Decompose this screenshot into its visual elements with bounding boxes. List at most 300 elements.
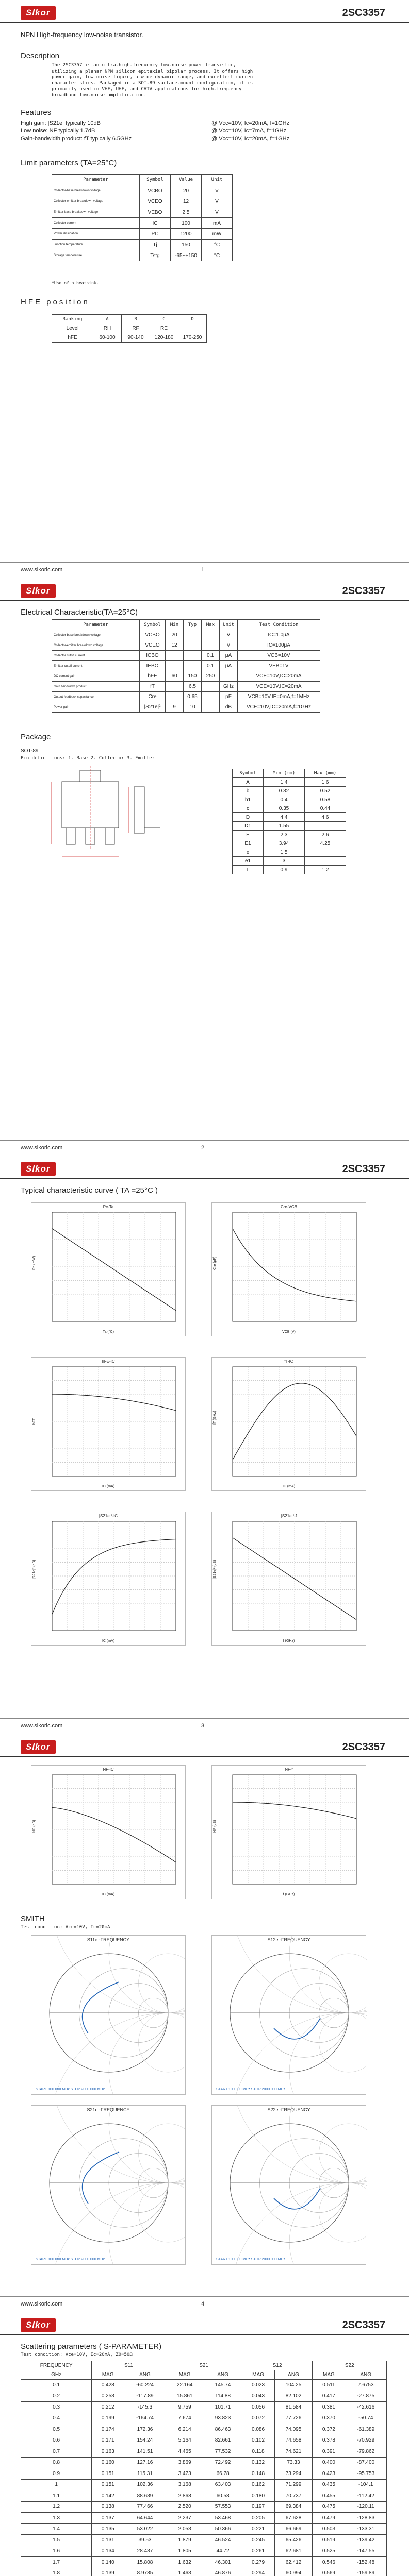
curve-panel xyxy=(31,1202,186,1336)
curve-plot xyxy=(31,1512,186,1646)
page-3 xyxy=(0,1156,409,1734)
table-cell: -128.83 xyxy=(345,2513,387,2524)
table-row xyxy=(52,640,320,651)
table-cell: VCBO xyxy=(140,185,171,196)
panel-title: Cre-VCB xyxy=(280,1205,297,1209)
table-cell: 114.88 xyxy=(204,2391,242,2402)
table-cell: 6.214 xyxy=(166,2424,204,2435)
table-cell: L xyxy=(233,866,264,874)
column-header: Parameter xyxy=(52,620,140,630)
table-cell: 0.118 xyxy=(242,2446,274,2458)
table-row xyxy=(52,207,233,218)
table-row xyxy=(233,787,346,795)
sub-header: MAG xyxy=(313,2370,345,2380)
table-cell: 0.525 xyxy=(313,2546,345,2557)
table-cell: Tstg xyxy=(140,250,171,261)
table-cell: -95.753 xyxy=(345,2468,387,2480)
table-cell: 0.391 xyxy=(313,2446,345,2458)
table-cell: °C xyxy=(202,250,233,261)
table-cell: 141.51 xyxy=(124,2446,166,2458)
table-cell xyxy=(305,857,346,866)
table-cell: 66.78 xyxy=(204,2468,242,2480)
table-cell: 71.299 xyxy=(274,2479,313,2490)
table-cell: D1 xyxy=(233,822,264,831)
table-cell: 0.253 xyxy=(92,2391,124,2402)
column-header: Min (mm) xyxy=(264,769,305,778)
table-row xyxy=(233,866,346,874)
smith-footer: START 100.000 MHz STOP 2000.000 MHz xyxy=(36,2258,105,2261)
table-cell: -152.48 xyxy=(345,2557,387,2568)
table-row xyxy=(233,831,346,839)
sub-header: ANG xyxy=(274,2370,313,2380)
table-row xyxy=(52,196,233,207)
column-header: Typ xyxy=(184,620,202,630)
table-cell: -70.929 xyxy=(345,2435,387,2446)
table-row xyxy=(21,2568,387,2576)
table-cell: 154.24 xyxy=(124,2435,166,2446)
table-cell: 1.8 xyxy=(21,2568,92,2576)
reactance-arc xyxy=(109,2106,186,2183)
table-cell: 0.132 xyxy=(242,2457,274,2468)
table-row xyxy=(52,702,320,713)
reactance-arc xyxy=(230,2183,367,2265)
table-cell: 1.632 xyxy=(166,2557,204,2568)
table-cell: V xyxy=(202,207,233,218)
table-cell: 0.503 xyxy=(313,2523,345,2535)
table-row xyxy=(233,848,346,857)
table-cell: 82.661 xyxy=(204,2435,242,2446)
table-cell: 0.1 xyxy=(21,2380,92,2391)
page-2 xyxy=(0,578,409,1156)
table-cell: 86.463 xyxy=(204,2424,242,2435)
table-cell: Gain bandwidth product xyxy=(52,682,140,692)
reactance-arc xyxy=(319,2183,367,2242)
table-cell: 74.095 xyxy=(274,2424,313,2435)
table-cell: -65~+150 xyxy=(171,250,202,261)
table-cell: 46.301 xyxy=(204,2557,242,2568)
panel-title: Pc-Ta xyxy=(103,1205,114,1209)
table-cell: 73.294 xyxy=(274,2468,313,2480)
table-cell: 77.532 xyxy=(204,2446,242,2458)
smith-footer: START 100.000 MHz STOP 2000.000 MHz xyxy=(36,2088,105,2091)
website-link[interactable]: www.slkoric.com xyxy=(21,2301,63,2307)
table-cell: V xyxy=(220,630,238,640)
table-cell: mW xyxy=(202,229,233,240)
curve-line xyxy=(233,1538,356,1620)
table-cell: 150 xyxy=(184,671,202,682)
table-cell xyxy=(184,661,202,671)
table-cell: 0.1 xyxy=(202,661,220,671)
group-header: FREQUENCY xyxy=(21,2361,92,2370)
table-cell: 0.148 xyxy=(242,2468,274,2480)
table-row xyxy=(21,2435,387,2446)
smith-chart xyxy=(212,2106,367,2265)
table-cell: hFE xyxy=(140,671,166,682)
table-cell: -61.389 xyxy=(345,2424,387,2435)
table-cell: 10 xyxy=(184,702,202,713)
website-link[interactable]: www.slkoric.com xyxy=(21,567,63,573)
table-cell: 74.621 xyxy=(274,2446,313,2458)
table-cell: 0.056 xyxy=(242,2402,274,2413)
description-heading: Description xyxy=(21,52,60,60)
feature-condition: @ Vcc=10V, Ic=20mA, f=1GHz xyxy=(211,135,290,142)
column-header: Ranking xyxy=(52,315,93,324)
reactance-arc xyxy=(230,2013,367,2095)
sub-header: GHz xyxy=(21,2370,92,2380)
table-row xyxy=(52,240,233,250)
column-header: Value xyxy=(171,175,202,185)
column-header: D xyxy=(178,315,207,324)
feature-label: High gain: |S21e| typically 10dB xyxy=(21,120,101,126)
table-cell: 1.55 xyxy=(264,822,305,831)
y-axis-label: NF (dB) xyxy=(213,1820,217,1833)
product-subtitle: NPN High-frequency low-noise transistor. xyxy=(21,31,143,39)
table-cell: 120-180 xyxy=(150,333,178,343)
table-cell xyxy=(202,682,220,692)
table-cell: 0.151 xyxy=(92,2479,124,2490)
smith-panel xyxy=(211,2105,366,2265)
table-cell: 1.5 xyxy=(264,848,305,857)
package-heading: Package xyxy=(21,733,51,741)
table-cell: Collector-emitter breakdown voltage xyxy=(52,196,140,207)
curve-panel xyxy=(31,1765,186,1899)
website-link[interactable]: www.slkoric.com xyxy=(21,1145,63,1151)
page-number: 3 xyxy=(201,1723,205,1729)
package-name: SOT-89 xyxy=(21,748,39,754)
table-cell xyxy=(184,651,202,661)
table-row xyxy=(21,2557,387,2568)
table-cell: V xyxy=(220,640,238,651)
description-line: characteristics. Packaged in a SOT-89 surface-mount configuration, it is xyxy=(52,80,253,86)
table-cell: 90-140 xyxy=(122,333,150,343)
smith-panel xyxy=(31,2105,186,2265)
smith-title: S12e -FREQUENCY xyxy=(267,1937,310,1942)
table-cell: Junction temperature xyxy=(52,240,140,250)
table-cell: 0.205 xyxy=(242,2513,274,2524)
x-axis-label: f (GHz) xyxy=(283,1893,295,1896)
table-cell: -104.1 xyxy=(345,2479,387,2490)
table-cell: -159.89 xyxy=(345,2568,387,2576)
table-cell: Collector cutoff current xyxy=(52,651,140,661)
table-cell: 0.35 xyxy=(264,804,305,813)
table-row xyxy=(21,2391,387,2402)
panel-title: hFE-IC xyxy=(102,1359,115,1364)
table-cell: 0.171 xyxy=(92,2435,124,2446)
table-cell: 20 xyxy=(166,630,184,640)
table-cell: 0.7 xyxy=(21,2446,92,2458)
table-cell: 20 xyxy=(171,185,202,196)
x-axis-label: IC (mA) xyxy=(102,1485,115,1488)
y-axis-label: Pc (mW) xyxy=(32,1256,36,1270)
table-cell: 69.384 xyxy=(274,2501,313,2513)
table-cell: VCEO xyxy=(140,196,171,207)
feature-condition: @ Vcc=10V, Ic=7mA, f=1GHz xyxy=(211,128,286,134)
smith-footer: START 100.000 MHz STOP 2000.000 MHz xyxy=(216,2258,285,2261)
table-cell: pF xyxy=(220,692,238,702)
table-cell: 101.71 xyxy=(204,2402,242,2413)
table-cell: mA xyxy=(202,218,233,229)
table-cell: μA xyxy=(220,661,238,671)
electrical-characteristics-table xyxy=(52,619,320,713)
table-cell: 77.466 xyxy=(124,2501,166,2513)
table-cell: Collector-base breakdown voltage xyxy=(52,630,140,640)
table-cell: 0.455 xyxy=(313,2490,345,2502)
table-cell: 66.669 xyxy=(274,2523,313,2535)
curve-line xyxy=(52,1229,176,1311)
panel-title: |S21e|²-f xyxy=(281,1514,297,1518)
sub-header: ANG xyxy=(345,2370,387,2380)
table-row xyxy=(52,333,207,343)
table-cell: -133.31 xyxy=(345,2523,387,2535)
table-cell: -87.400 xyxy=(345,2457,387,2468)
table-cell: 0.142 xyxy=(92,2490,124,2502)
reactance-arc xyxy=(289,2106,367,2183)
hfe-position-table xyxy=(52,314,207,343)
table-cell: 3.869 xyxy=(166,2457,204,2468)
table-cell: 15.861 xyxy=(166,2391,204,2402)
reactance-arc xyxy=(139,2013,187,2072)
table-cell: 0.4 xyxy=(264,795,305,804)
table-sub-header-row xyxy=(21,2370,387,2380)
table-row xyxy=(52,651,320,661)
smith-title: S22e -FREQUENCY xyxy=(267,2107,310,2112)
x-axis-label: VCB (V) xyxy=(282,1330,296,1334)
page-number: 4 xyxy=(201,2301,205,2307)
page-5 xyxy=(0,2312,409,2576)
table-cell: 0.511 xyxy=(313,2380,345,2391)
table-cell: 0.58 xyxy=(305,795,346,804)
table-cell: RH xyxy=(93,324,122,333)
table-row xyxy=(21,2457,387,2468)
table-cell: c xyxy=(233,804,264,813)
feature-label: Low noise: NF typically 1.7dB xyxy=(21,128,95,134)
table-cell: b1 xyxy=(233,795,264,804)
electrical-heading: Electrical Characteristic(TA=25°C) xyxy=(21,608,138,617)
table-cell: 0.199 xyxy=(92,2413,124,2424)
curve-plot xyxy=(212,1766,367,1900)
brand-logo: Slkor xyxy=(21,2318,56,2332)
table-cell: 1.7 xyxy=(21,2557,92,2568)
table-cell: 1.5 xyxy=(21,2535,92,2546)
page-header xyxy=(0,1156,409,1179)
table-cell: Cre xyxy=(140,692,166,702)
y-axis-label: |S21e|² (dB) xyxy=(32,1560,36,1579)
table-cell: 0.417 xyxy=(313,2391,345,2402)
table-cell: 2.237 xyxy=(166,2513,204,2524)
table-cell: 0.180 xyxy=(242,2490,274,2502)
table-cell: 0.381 xyxy=(313,2402,345,2413)
table-row xyxy=(233,822,346,831)
table-row xyxy=(52,229,233,240)
table-cell: 0.65 xyxy=(184,692,202,702)
table-cell: 0.134 xyxy=(92,2546,124,2557)
table-cell: 81.584 xyxy=(274,2402,313,2413)
table-cell: Collector current xyxy=(52,218,140,229)
reactance-arc xyxy=(139,2183,187,2242)
description-line: The 2SC3357 is an ultra-high-frequency low-noise power transistor, xyxy=(52,63,236,68)
table-cell: 0.160 xyxy=(92,2457,124,2468)
column-header: Test Condition xyxy=(238,620,320,630)
table-row xyxy=(233,795,346,804)
table-row xyxy=(52,218,233,229)
table-cell: μA xyxy=(220,651,238,661)
table-cell: E1 xyxy=(233,839,264,848)
table-cell: 60-100 xyxy=(93,333,122,343)
table-cell xyxy=(178,324,207,333)
features-heading: Features xyxy=(21,108,52,117)
smith-footer: START 100.000 MHz STOP 2000.000 MHz xyxy=(216,2088,285,2091)
table-cell: dB xyxy=(220,702,238,713)
column-header: Symbol xyxy=(140,620,166,630)
group-header: S12 xyxy=(242,2361,313,2370)
table-row xyxy=(21,2446,387,2458)
panel-title: NF-IC xyxy=(103,1767,114,1772)
x-axis-label: IC (mA) xyxy=(102,1893,115,1896)
table-cell: VCB=10V xyxy=(238,651,320,661)
table-cell: e xyxy=(233,848,264,857)
reactance-arc xyxy=(289,2183,367,2265)
limit-heading: Limit parameters (TA=25°C) xyxy=(21,159,117,167)
curves-heading: Typical characteristic curve ( TA =25°C ) xyxy=(21,1186,158,1195)
group-header: S11 xyxy=(92,2361,166,2370)
s-parameter-heading: Scattering parameters ( S-PARAMETER) xyxy=(21,2342,162,2351)
table-cell: 0.400 xyxy=(313,2457,345,2468)
table-row xyxy=(52,324,207,333)
s-parameter-trace xyxy=(274,2018,320,2039)
limit-note: *Use of a heatsink. xyxy=(52,281,99,285)
table-group-header-row xyxy=(21,2361,387,2370)
table-cell: 145.74 xyxy=(204,2380,242,2391)
table-cell: 1.4 xyxy=(21,2523,92,2535)
table-cell: Emitter cutoff current xyxy=(52,661,140,671)
table-cell: 57.553 xyxy=(204,2501,242,2513)
table-cell: 0.4 xyxy=(21,2413,92,2424)
table-cell: RE xyxy=(150,324,178,333)
table-cell: 15.808 xyxy=(124,2557,166,2568)
table-cell: 82.102 xyxy=(274,2391,313,2402)
brand-logo: Slkor xyxy=(21,1162,56,1176)
website-link[interactable]: www.slkoric.com xyxy=(21,1723,63,1729)
group-header: S22 xyxy=(313,2361,387,2370)
table-cell: 0.163 xyxy=(92,2446,124,2458)
table-row xyxy=(233,857,346,866)
smith-title: S11e -FREQUENCY xyxy=(87,1937,130,1942)
page-number: 1 xyxy=(201,567,205,573)
reactance-arc xyxy=(50,2013,186,2095)
table-cell: Power gain xyxy=(52,702,140,713)
model-number: 2SC3357 xyxy=(342,1741,385,1753)
table-row xyxy=(21,2523,387,2535)
table-cell: 0.32 xyxy=(264,787,305,795)
table-cell: V xyxy=(202,196,233,207)
table-cell: 67.628 xyxy=(274,2513,313,2524)
table-cell: 60 xyxy=(166,671,184,682)
table-row xyxy=(21,2413,387,2424)
smith-heading: SMITH xyxy=(21,1914,45,1923)
table-cell: 150 xyxy=(171,240,202,250)
table-cell: Level xyxy=(52,324,93,333)
table-cell: IC=1.0μA xyxy=(238,630,320,640)
table-row xyxy=(52,630,320,640)
panel-title: fT-IC xyxy=(284,1359,293,1364)
table-cell: -120.11 xyxy=(345,2501,387,2513)
table-cell: 2.053 xyxy=(166,2523,204,2535)
page-footer xyxy=(0,2296,409,2312)
column-header: Unit xyxy=(202,175,233,185)
table-cell: 0.197 xyxy=(242,2501,274,2513)
table-cell: IC=100μA xyxy=(238,640,320,651)
page-header xyxy=(0,578,409,601)
curve-panel xyxy=(211,1765,366,1899)
pin-definitions: Pin definitions: 1. Base 2. Collector 3. Emitter xyxy=(21,756,155,761)
curve-panel xyxy=(31,1512,186,1646)
x-axis-label: Ta (°C) xyxy=(103,1330,114,1334)
table-cell: 64.644 xyxy=(124,2513,166,2524)
brand-logo: Slkor xyxy=(21,6,56,20)
table-row xyxy=(21,2380,387,2391)
table-cell: 1.6 xyxy=(21,2546,92,2557)
table-cell: 1.4 xyxy=(264,778,305,787)
table-cell: Emitter-base breakdown voltage xyxy=(52,207,140,218)
brand-logo: Slkor xyxy=(21,584,56,598)
model-number: 2SC3357 xyxy=(342,7,385,19)
table-cell: 0.162 xyxy=(242,2479,274,2490)
table-cell xyxy=(184,630,202,640)
table-cell: 4.465 xyxy=(166,2446,204,2458)
table-cell: 6.5 xyxy=(184,682,202,692)
reactance-arc xyxy=(289,2013,367,2095)
table-cell: 2.6 xyxy=(305,831,346,839)
table-cell: 0.023 xyxy=(242,2380,274,2391)
reactance-arc xyxy=(319,2013,367,2072)
y-axis-label: NF (dB) xyxy=(32,1820,36,1833)
sub-header: MAG xyxy=(166,2370,204,2380)
table-cell xyxy=(202,630,220,640)
table-cell: hFE xyxy=(52,333,93,343)
sub-header: ANG xyxy=(204,2370,242,2380)
table-cell: 0.519 xyxy=(313,2535,345,2546)
table-cell: 0.3 xyxy=(21,2402,92,2413)
table-cell: 0.2 xyxy=(21,2391,92,2402)
table-cell: 0.5 xyxy=(21,2424,92,2435)
table-cell: 3.473 xyxy=(166,2468,204,2480)
table-cell: 1.2 xyxy=(21,2501,92,2513)
table-cell xyxy=(305,822,346,831)
table-cell: 0.546 xyxy=(313,2557,345,2568)
reactance-arc xyxy=(109,2013,186,2095)
table-cell: 0.423 xyxy=(313,2468,345,2480)
table-cell: VCB=10V,IE=0mA,f=1MHz xyxy=(238,692,320,702)
table-cell: 0.086 xyxy=(242,2424,274,2435)
table-row xyxy=(233,804,346,813)
table-cell: 0.137 xyxy=(92,2513,124,2524)
table-cell: 1.1 xyxy=(21,2490,92,2502)
table-row xyxy=(52,682,320,692)
reactance-arc xyxy=(289,1936,367,2013)
table-cell: 1.3 xyxy=(21,2513,92,2524)
table-cell: -112.42 xyxy=(345,2490,387,2502)
table-row xyxy=(21,2402,387,2413)
smith-chart xyxy=(212,1936,367,2095)
smith-condition: Test condition: Vcc=10V, Ic=20mA xyxy=(21,1925,110,1930)
panel-title: |S21e|²-IC xyxy=(99,1514,118,1518)
curve-plot xyxy=(31,1766,186,1900)
table-cell: 0.428 xyxy=(92,2380,124,2391)
table-row xyxy=(233,839,346,848)
table-cell: VCEO xyxy=(140,640,166,651)
page-number: 2 xyxy=(201,1145,205,1151)
table-cell: 77.726 xyxy=(274,2413,313,2424)
